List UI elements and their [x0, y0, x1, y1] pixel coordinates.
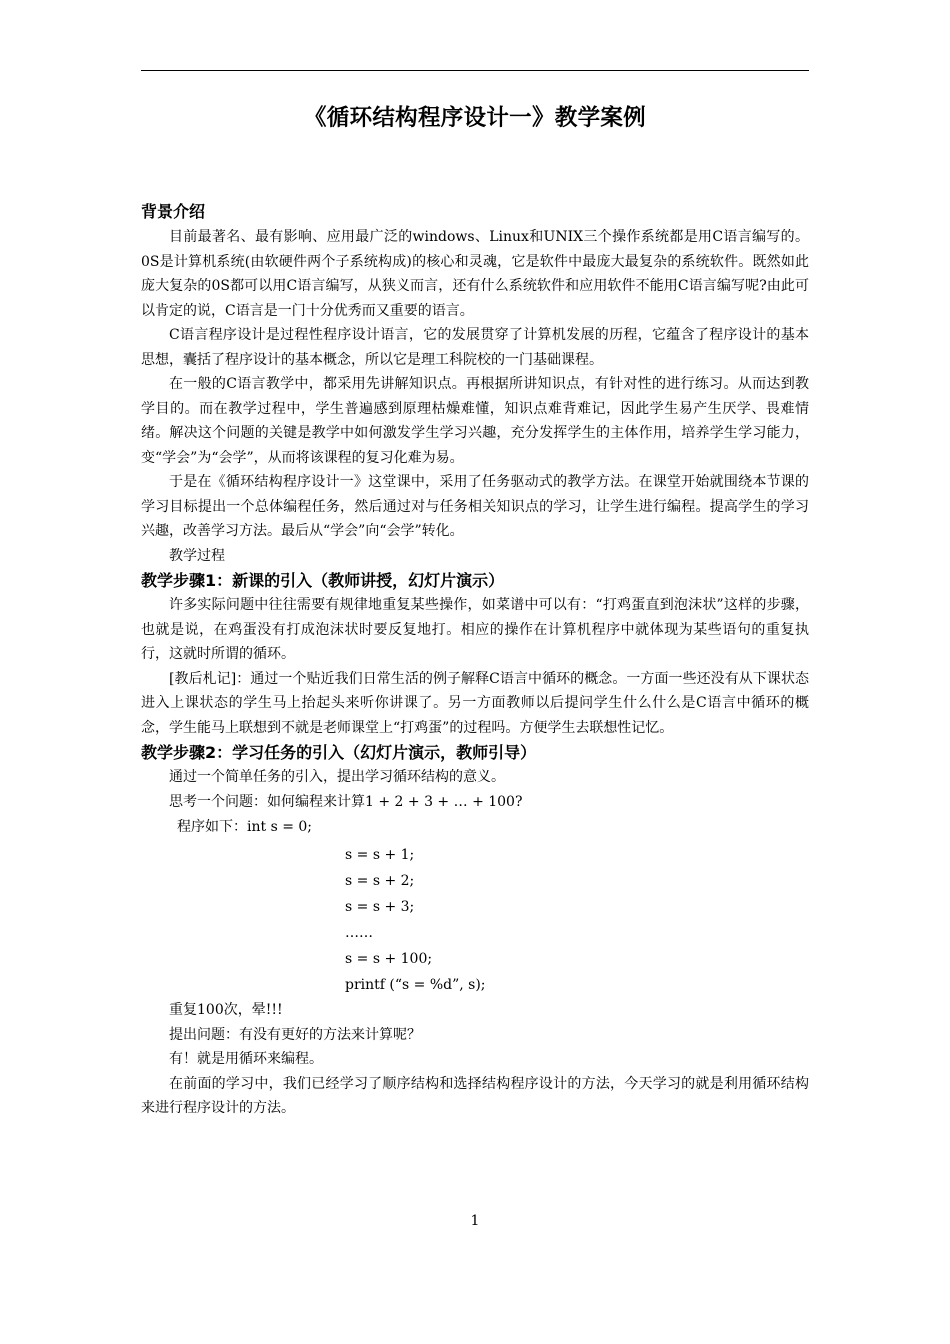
section-heading-step1: 教学步骤1：新课的引入（教师讲授，幻灯片演示）: [141, 571, 505, 590]
code-line: ……: [345, 925, 373, 941]
document-body: [141, 199, 809, 1121]
paragraph: 于是在《循环结构程序设计一》这堂课中，采用了任务驱动式的教学方法。在课堂开始就围绕本节课的学习目标提出一个总体编程任务，然后通过对与任务相关知识点的学习，让学生进行编程。提高学生的学习兴趣，改善学习方法。最后从“学会”向“会学”转化。: [141, 474, 809, 539]
section-heading-step2: 教学步骤2：学习任务的引入（幻灯片演示，教师引导）: [141, 743, 537, 762]
code-line: s = s + 1;: [345, 847, 415, 863]
paragraph: 有！就是用循环来编程。: [169, 1051, 323, 1067]
paragraph: 教学过程: [169, 547, 225, 564]
code-block: [141, 842, 809, 998]
paragraph: [教后札记]：通过一个贴近我们日常生活的例子解释C语言中循环的概念。一方面一些还没有从下课状态进入上课状态的学生马上抬起头来听你讲课了。另一方面教师以后提问学生什么什么是C语言中循环的概念，学生能马上联想到不就是老师课堂上“打鸡蛋”的过程吗。方便学生去联想性记忆。: [141, 670, 809, 736]
paragraph: 通过一个简单任务的引入，提出学习循环结构的意义。: [169, 769, 505, 785]
paragraph: 在前面的学习中，我们已经学习了顺序结构和选择结构程序设计的方法，今天学习的就是利用循环结构来进行程序设计的方法。: [141, 1075, 809, 1116]
paragraph: 重复100次，晕!!!: [169, 1002, 283, 1018]
code-line: s = s + 2;: [345, 873, 415, 889]
code-intro-line: 程序如下：int s = 0;: [177, 819, 313, 835]
document-title: 《循环结构程序设计一》教学案例: [303, 105, 646, 131]
code-line: s = s + 100;: [345, 951, 433, 967]
code-line: s = s + 3;: [345, 899, 415, 915]
page-number: 1: [470, 1213, 480, 1229]
paragraph: 许多实际问题中往往需要有规律地重复某些操作，如菜谱中可以有：“打鸡蛋直到泡沫状”这样的步骤，也就是说，在鸡蛋没有打成泡沫状时要反复地打。相应的操作在计算机程序中就体现为某些语句的重复执行，这就时所谓的循环。: [141, 597, 809, 662]
section-heading-background: 背景介绍: [141, 202, 206, 221]
paragraph: 思考一个问题：如何编程来计算1 + 2 + 3 + … + 100?: [169, 793, 523, 810]
header-rule: [141, 70, 809, 71]
paragraph: 目前最著名、最有影响、应用最广泛的windows、Linux和UNIX三个操作系统都是用C语言编写的。0S是计算机系统(由软硬件两个子系统构成)的核心和灵魂，它是软件中最庞大最复杂的系统软件。既然如此庞大复杂的0S都可以用C语言编写，从狭义而言，还有什么系统软件和应用软件不能用C语言编写呢?由此可以肯定的说，C语言是一门十分优秀而又重要的语言。: [141, 229, 809, 319]
paragraph: 在一般的C语言教学中，都采用先讲解知识点。再根据所讲知识点，有针对性的进行练习。从而达到教学目的。而在教学过程中，学生普遍感到原理枯燥难懂，知识点难背难记，因此学生易产生厌学、畏难情绪。解决这个问题的关键是教学中如何激发学生学习兴趣，充分发挥学生的主体作用，培养学生学习能力，变“学会”为“会学”，从而将该课程的复习化难为易。: [141, 376, 809, 466]
paragraph: C语言程序设计是过程性程序设计语言，它的发展贯穿了计算机发展的历程，它蕴含了程序设计的基本思想，囊括了程序设计的基本概念，所以它是理工科院校的一门基础课程。: [141, 327, 809, 368]
code-line: printf (“s = %d”, s);: [345, 977, 486, 993]
paragraph: 提出问题：有没有更好的方法来计算呢？: [169, 1026, 421, 1043]
